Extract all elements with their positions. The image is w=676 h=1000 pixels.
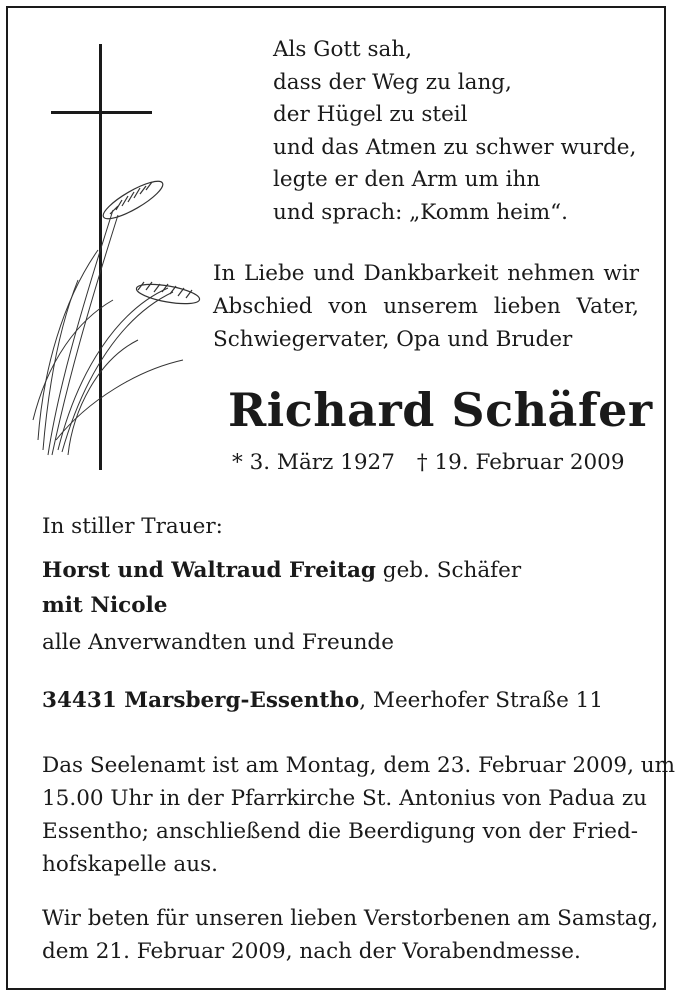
poem-line: Als Gott sah, — [273, 37, 413, 62]
service-line: Essentho; anschließend die Beerdigung von der Fried- — [42, 819, 638, 844]
poem-line: der Hügel zu steil — [273, 102, 468, 127]
intro-text — [213, 257, 639, 356]
address-street: , Meerhofer Straße 11 — [359, 688, 603, 713]
poem — [273, 34, 636, 229]
prayer-line: Wir beten für unseren lieben Verstorbenen am Samstag, — [42, 906, 659, 931]
mourner-line — [42, 593, 167, 618]
poem-line: und sprach: „Komm heim“. — [273, 199, 568, 225]
deceased-name: Richard Schäfer — [228, 383, 653, 437]
intro-line: Schwiegervater, Opa und Bruder — [213, 327, 573, 352]
mourner-line: alle Anverwandten und Freunde — [42, 630, 394, 655]
birth-date: * 3. März 1927 — [232, 450, 395, 475]
poem-line: und das Atmen zu schwer wurde, — [273, 134, 637, 160]
wheat-icon — [18, 170, 208, 460]
intro-line: Abschied von unserem lieben Vater, — [213, 294, 639, 319]
address — [42, 688, 603, 713]
mourner-name: Horst und Waltraud Freitag — [42, 558, 376, 583]
prayer-paragraph — [42, 902, 659, 968]
life-dates — [232, 450, 625, 475]
cross-icon-bar — [51, 111, 152, 114]
service-paragraph — [42, 749, 675, 881]
service-line: 15.00 Uhr in der Pfarrkirche St. Antonius von Padua zu — [42, 786, 648, 811]
service-line: Das Seelenamt ist am Montag, dem 23. Februar 2009, um — [42, 753, 675, 778]
mourner-name: mit Nicole — [42, 593, 168, 618]
poem-line: legte er den Arm um ihn — [273, 167, 541, 192]
mourner-suffix: geb. Schäfer — [375, 558, 522, 583]
service-line: hofskapelle aus. — [42, 852, 218, 877]
death-date: † 19. Februar 2009 — [416, 450, 625, 475]
poem-line: dass der Weg zu lang, — [273, 69, 512, 95]
address-city: 34431 Marsberg-Essentho — [42, 688, 360, 713]
mourner-line — [42, 558, 521, 583]
prayer-line: dem 21. Februar 2009, nach der Vorabendmesse. — [42, 939, 581, 964]
mourners-heading: In stiller Trauer: — [42, 514, 223, 539]
intro-line: In Liebe und Dankbarkeit nehmen wir — [213, 261, 639, 286]
